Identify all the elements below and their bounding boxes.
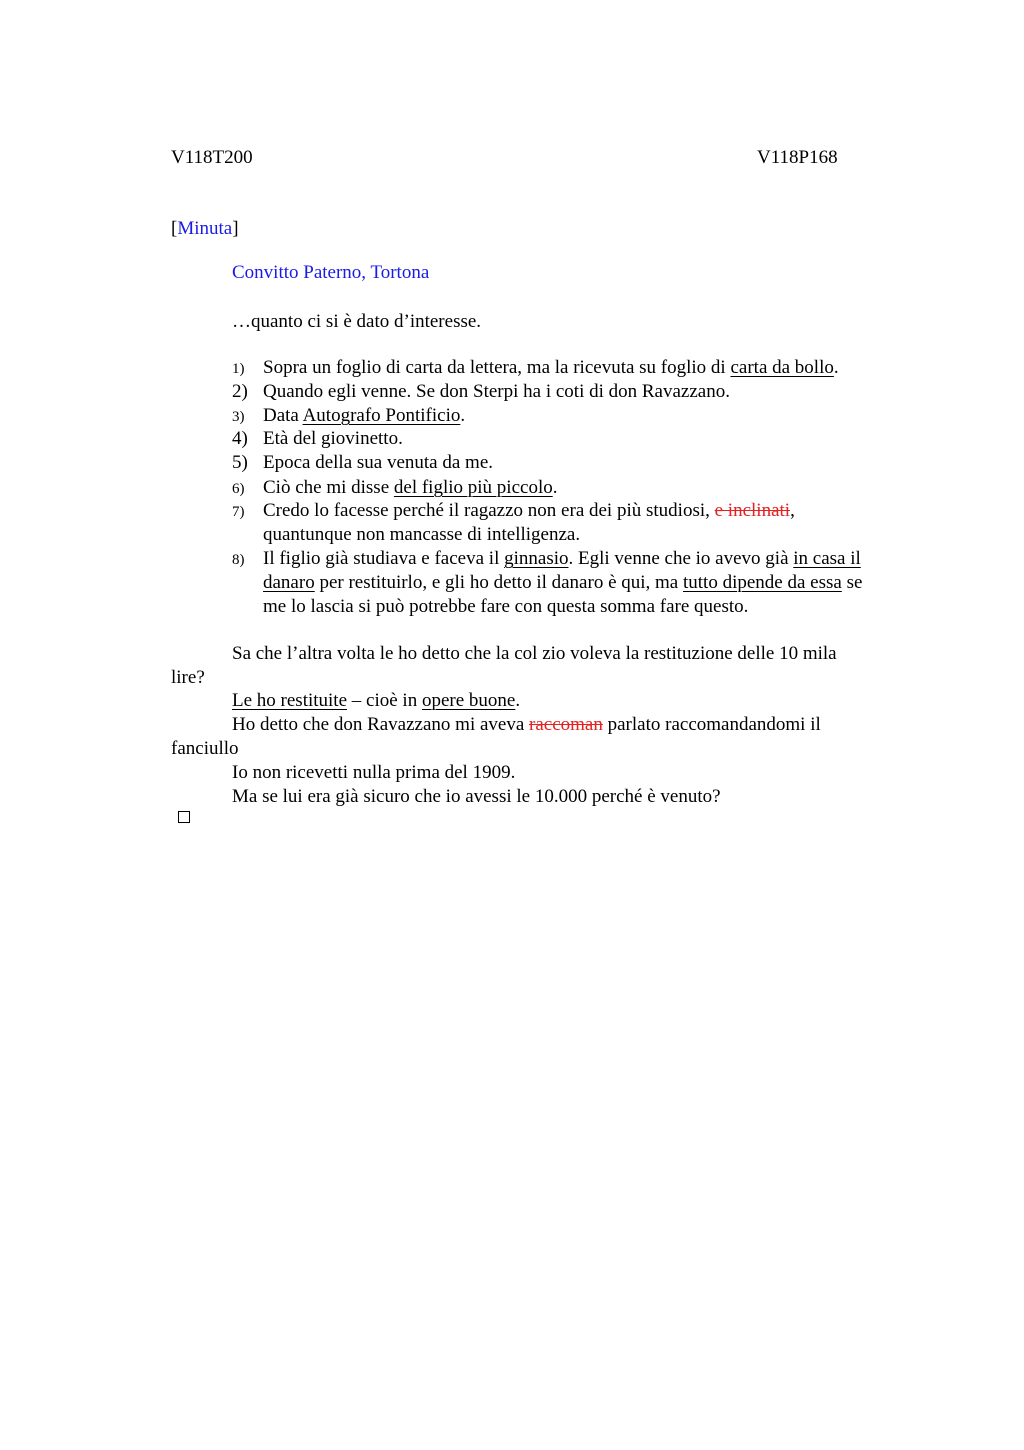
- paragraph-continuation: fanciullo: [171, 738, 239, 759]
- end-square-icon: [178, 811, 190, 823]
- paragraph: Io non ricevetti nulla prima del 1909.: [232, 762, 516, 783]
- paragraph: Ho detto che don Ravazzano mi aveva raccoman parlato raccomandandomi il: [232, 714, 821, 735]
- paragraph: Le ho restituite – cioè in opere buone.: [232, 690, 521, 711]
- paragraph: Sa che l’altra volta le ho detto che la col zio voleva la restituzione delle 10 mila: [232, 643, 837, 664]
- right-code: V118P168: [757, 147, 838, 168]
- list-item: 4) Età del giovinetto.: [232, 428, 403, 449]
- list-item: 2) Quando egli venne. Se don Sterpi ha i coti di don Ravazzano.: [232, 381, 730, 402]
- minuta-word: Minuta: [177, 218, 233, 239]
- list-item-continuation: quantunque non mancasse di intelligenza.: [263, 524, 581, 545]
- paragraph: Ma se lui era già sicuro che io avessi le 10.000 perché è venuto?: [232, 786, 721, 807]
- list-item: 7) Credo lo facesse perché il ragazzo non era dei più studiosi, e inclinati,: [232, 500, 795, 521]
- list-item-continuation: danaro per restituirlo, e gli ho detto il danaro è qui, ma tutto dipende da essa se: [263, 572, 863, 593]
- struck-text: e inclinati: [714, 500, 791, 521]
- place-heading: Convitto Paterno, Tortona: [232, 262, 430, 283]
- paragraph-continuation: lire?: [171, 667, 205, 688]
- minuta-label: [Minuta]: [171, 218, 239, 239]
- struck-text: raccoman: [529, 714, 603, 735]
- list-item: 8) Il figlio già studiava e faceva il ginnasio. Egli venne che io avevo già in casa il: [232, 548, 861, 569]
- list-item: 5) Epoca della sua venuta da me.: [232, 452, 494, 473]
- left-code: V118T200: [171, 147, 253, 168]
- list-item: 1) Sopra un foglio di carta da lettera, ma la ricevuta su foglio di carta da bollo.: [232, 357, 839, 378]
- list-item: 3) Data Autografo Pontificio.: [232, 405, 466, 426]
- intro-text: …quanto ci si è dato d’interesse.: [232, 311, 482, 332]
- list-item-continuation: me lo lascia si può potrebbe fare con questa somma fare questo.: [263, 596, 749, 617]
- list-item: 6) Ciò che mi disse del figlio più piccolo.: [232, 477, 558, 498]
